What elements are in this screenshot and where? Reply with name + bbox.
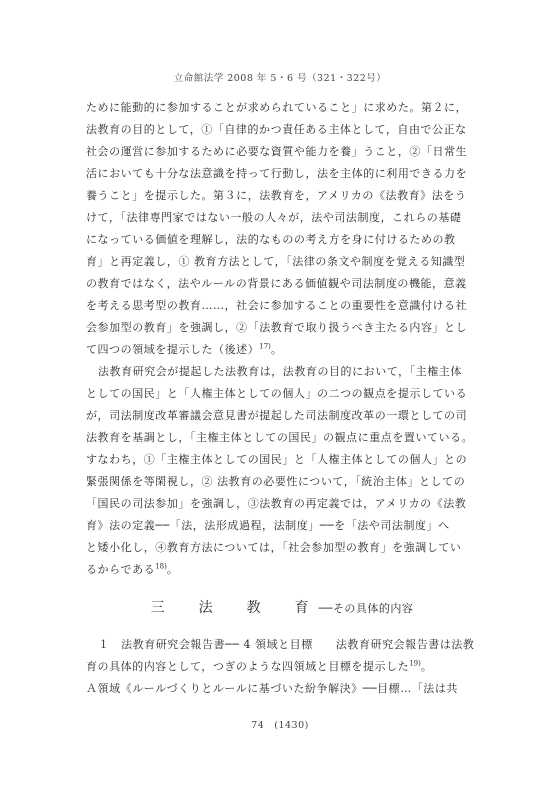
footnote-ref-19[interactable]: 19) bbox=[409, 659, 421, 668]
text-line: が，司法制度改革審議会意見書が提起した司法制度改革の一環としての司 bbox=[86, 409, 468, 422]
body-text bbox=[86, 97, 478, 700]
text-line: 社会の運営に参加するために必要な資質や能力を養」うこと，②「日常生 bbox=[86, 145, 468, 158]
text-line: Ａ領域《ルールづくりとルールに基づいた紛争解決》──目標…「法は共 bbox=[86, 682, 458, 695]
text-fragment: て四つの領域を提示した（後述） bbox=[86, 343, 260, 356]
text-line: 「国民の司法参加」を強調し，③法教育の再定義では，アメリカの《法教 bbox=[86, 497, 467, 510]
text-line: 養うこと」を提示した。第３に，法教育を，アメリカの《法教育》法をう bbox=[86, 189, 467, 202]
text-line: としての国民」と「人権主体としての個人」の二つの観点を提示している bbox=[86, 387, 468, 400]
text-line bbox=[86, 656, 478, 678]
text-line: ために能動的に参加することが求められていること」に求めた。第２に， bbox=[86, 101, 468, 114]
text-fragment: 育の具体的内容として，つぎのような四領域と目標を提示した bbox=[86, 660, 410, 673]
footnote-ref-17[interactable]: 17) bbox=[259, 342, 271, 351]
text-line: と矮小化し，④教育方法については，「社会参加型の教育」を強調してい bbox=[86, 541, 462, 554]
running-header: 立命館法学 2008 年 5・6 号（321・322号） bbox=[173, 73, 387, 84]
section-subtitle: ──その具体的内容 bbox=[318, 602, 414, 615]
footnote-ref-18[interactable]: 18) bbox=[155, 562, 167, 571]
text-line: 法教育の目的として，①「自律的かつ責任ある主体として，自由で公正な bbox=[86, 123, 467, 136]
text-line: 法教育研究会が提起した法教育は，法教育の目的において，「主権主体 bbox=[98, 365, 462, 378]
text-line bbox=[86, 339, 478, 361]
paragraph-3 bbox=[86, 634, 478, 700]
text-line bbox=[86, 559, 478, 581]
text-line: 育》法の定義──「法，法形成過程，法制度」──を「法や司法制度」へ bbox=[86, 519, 450, 532]
section-title: 三 法 教 育 bbox=[150, 600, 319, 616]
text-line: 緊張関係を等閑視し，② 法教育の必要性について，「統治主体」としての bbox=[86, 475, 466, 488]
text-fragment: 。 bbox=[270, 343, 283, 356]
text-fragment: 。 bbox=[166, 563, 179, 576]
page-number: 74 (1430) bbox=[251, 720, 309, 731]
paragraph-2 bbox=[86, 361, 478, 581]
text-line: 法教育を基調とし，「主権主体としての国民」の観点に重点を置いている。 bbox=[86, 431, 474, 444]
section-heading bbox=[86, 597, 478, 620]
text-fragment: るからである bbox=[86, 563, 156, 576]
text-line: になっている価値を理解し，法的なものの考え方を身に付けるための教 bbox=[86, 233, 456, 246]
text-line: の教育ではなく，法やルールの背景にある価値観や司法制度の機能，意義 bbox=[86, 277, 467, 290]
text-line: を考える思考型の教育……，社会に参加することの重要性を意識付ける社 bbox=[86, 299, 468, 312]
text-line: 会参加型の教育」を強調し，②「法教育で取り扱うべき主たる内容」とし bbox=[86, 321, 468, 334]
text-line: けて，「法律専門家ではない一般の人々が，法や司法制度，これらの基礎 bbox=[86, 211, 462, 224]
paragraph-1 bbox=[86, 97, 478, 361]
text-line: １ 法教育研究会報告書── 4 領域と目標 法教育研究会報告書は法教 bbox=[98, 638, 475, 651]
text-fragment: 。 bbox=[420, 660, 433, 673]
text-line: 活においても十分な法意識を持って行動し，法を主体的に利用できる力を bbox=[86, 167, 468, 180]
text-line: すなわち，①「主権主体としての国民」と「人権主体としての個人」との bbox=[86, 453, 468, 466]
text-line: 育」と再定義し，① 教育方法として，「法律の条文や制度を覚える知識型 bbox=[86, 255, 466, 268]
